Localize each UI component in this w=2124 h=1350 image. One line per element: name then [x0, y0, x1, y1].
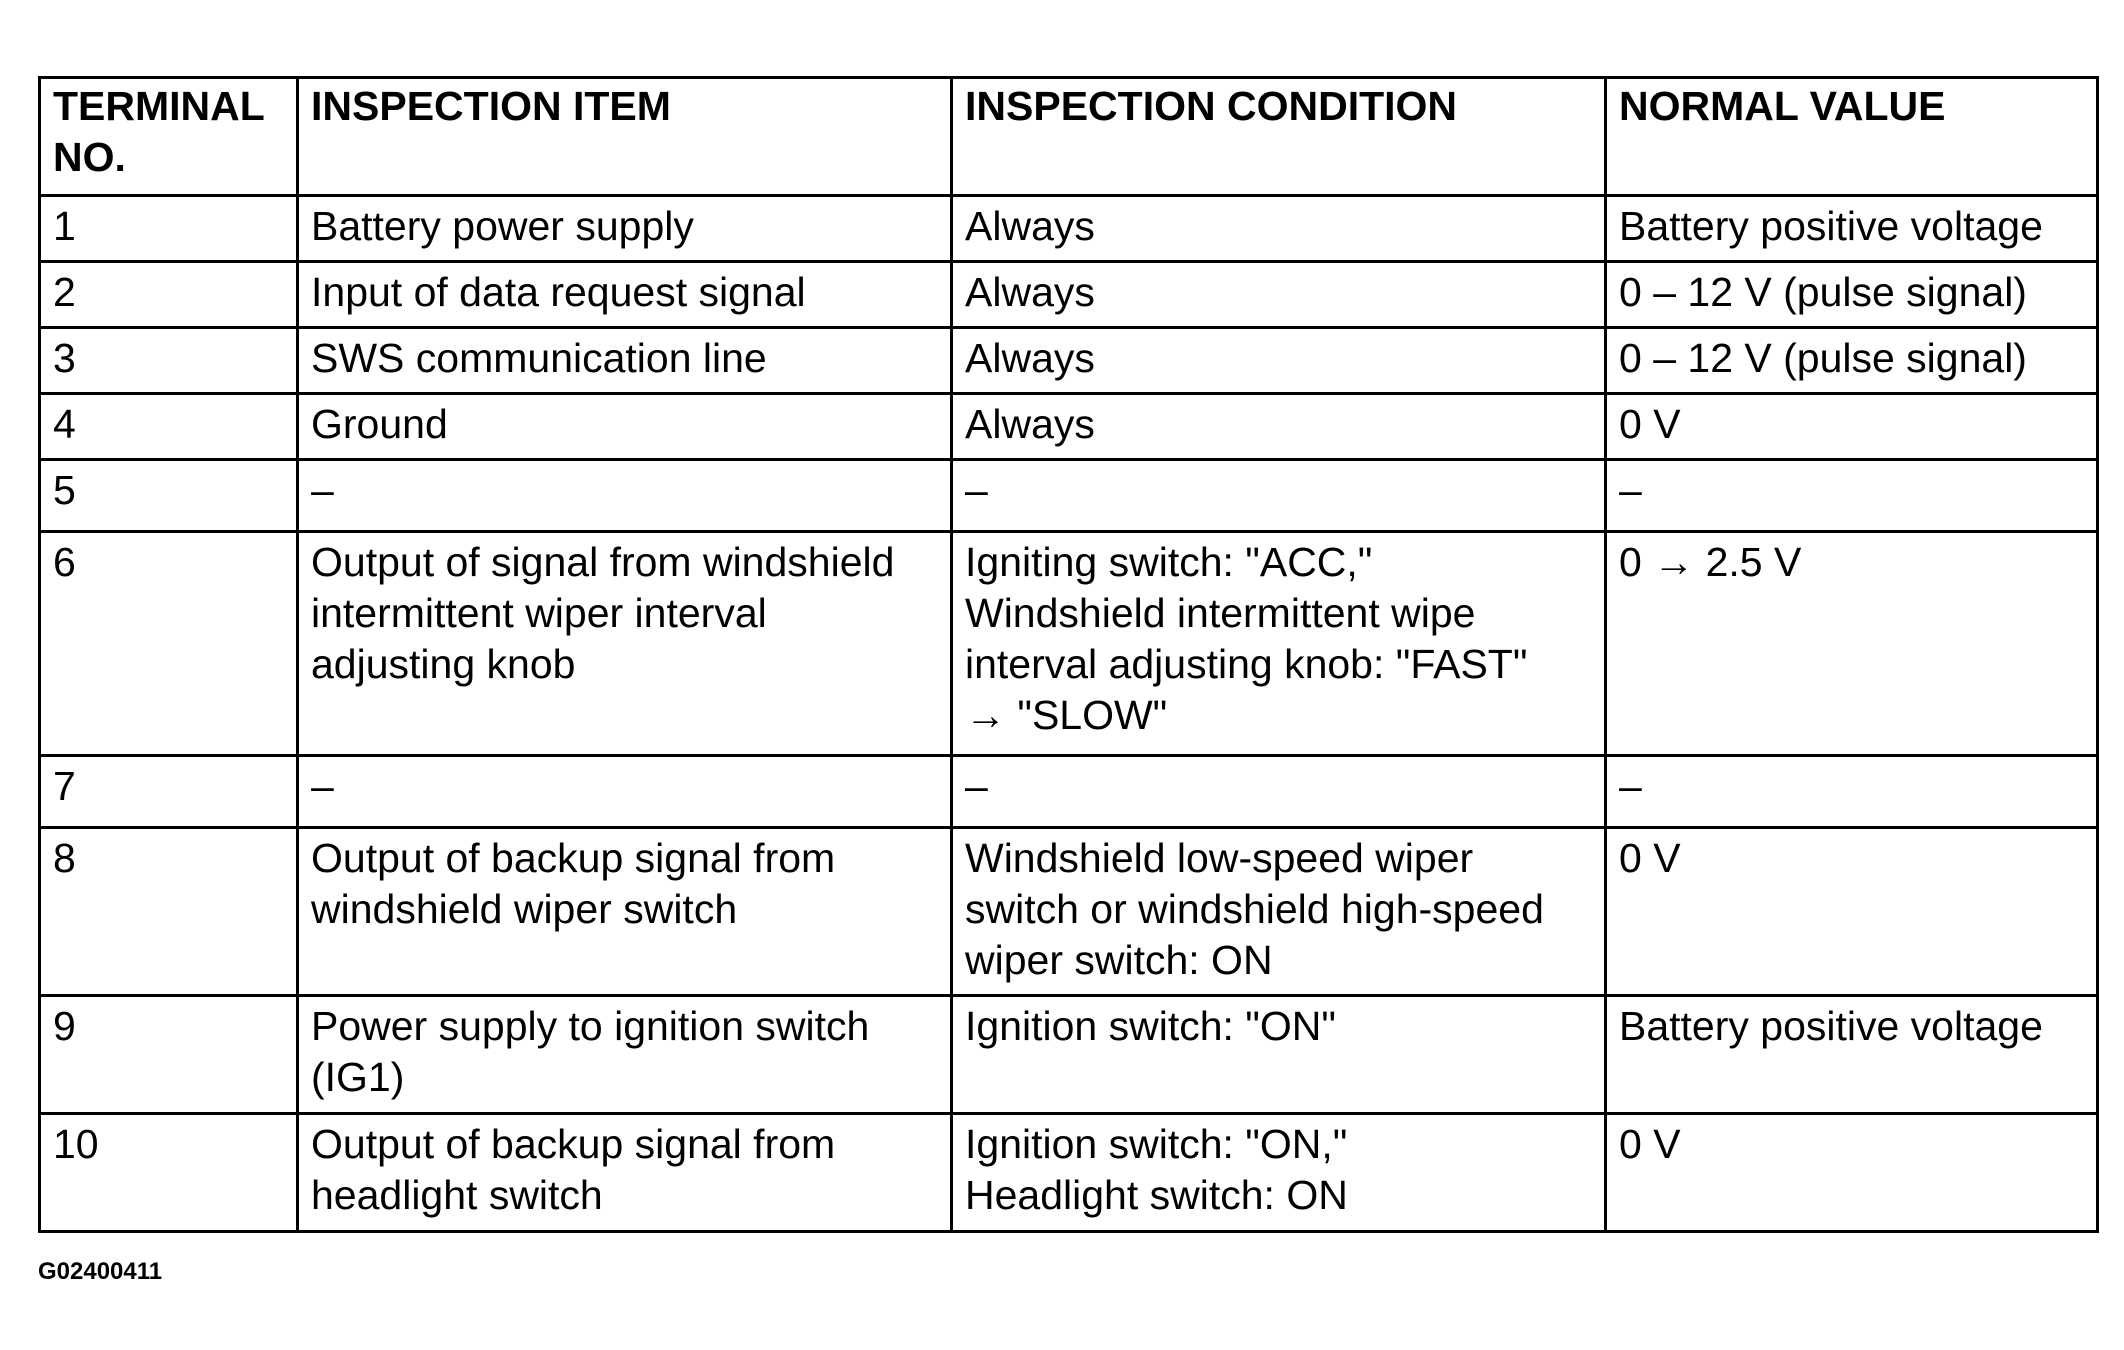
table-row	[40, 262, 2098, 328]
cell-terminal: 3	[40, 328, 298, 394]
cell-terminal: 6	[40, 532, 298, 756]
cell-condition: Ignition switch: "ON," Headlight switch: ON	[952, 1114, 1606, 1232]
cell-item: –	[298, 460, 952, 532]
cell-value: Battery positive voltage	[1606, 996, 2098, 1114]
cell-item: Battery power supply	[298, 196, 952, 262]
header-inspection-condition: INSPECTION CONDITION	[952, 78, 1606, 196]
cell-condition: Igniting switch: "ACC," Windshield intermittent wipe interval adjusting knob: "FAST" → "SLOW"	[952, 532, 1606, 756]
table-row	[40, 328, 2098, 394]
table-row	[40, 394, 2098, 460]
cell-value: 0 V	[1606, 1114, 2098, 1232]
figure-id: G02400411	[38, 1258, 163, 1285]
header-normal-value: NORMAL VALUE	[1606, 78, 2098, 196]
table-row	[40, 196, 2098, 262]
cell-terminal: 7	[40, 756, 298, 828]
cell-item: Output of backup signal from headlight switch	[298, 1114, 952, 1232]
table-row	[40, 460, 2098, 532]
cell-item: Ground	[298, 394, 952, 460]
cell-condition: Always	[952, 394, 1606, 460]
cell-terminal: 5	[40, 460, 298, 532]
table-row	[40, 828, 2098, 996]
cell-condition: Windshield low-speed wiper switch or windshield high-speed wiper switch: ON	[952, 828, 1606, 996]
table-row	[40, 532, 2098, 756]
table-body	[40, 196, 2098, 1232]
cell-condition: –	[952, 460, 1606, 532]
cell-value: 0 V	[1606, 394, 2098, 460]
cell-value: –	[1606, 460, 2098, 532]
cell-item: Input of data request signal	[298, 262, 952, 328]
cell-terminal: 1	[40, 196, 298, 262]
table-header-row	[40, 78, 2098, 196]
cell-terminal: 9	[40, 996, 298, 1114]
cell-condition: Always	[952, 262, 1606, 328]
header-terminal-no: TERMINAL NO.	[40, 78, 298, 196]
cell-item: –	[298, 756, 952, 828]
cell-terminal: 2	[40, 262, 298, 328]
cell-condition: Ignition switch: "ON"	[952, 996, 1606, 1114]
cell-condition: Always	[952, 328, 1606, 394]
cell-condition: –	[952, 756, 1606, 828]
header-inspection-item: INSPECTION ITEM	[298, 78, 952, 196]
cell-item: Output of backup signal from windshield wiper switch	[298, 828, 952, 996]
cell-value: 0 V	[1606, 828, 2098, 996]
cell-value: 0 – 12 V (pulse signal)	[1606, 262, 2098, 328]
cell-item: Power supply to ignition switch (IG1)	[298, 996, 952, 1114]
cell-value: 0 – 12 V (pulse signal)	[1606, 328, 2098, 394]
table-row	[40, 996, 2098, 1114]
cell-item: Output of signal from windshield intermittent wiper interval adjusting knob	[298, 532, 952, 756]
cell-value: –	[1606, 756, 2098, 828]
cell-condition: Always	[952, 196, 1606, 262]
cell-value: 0 → 2.5 V	[1606, 532, 2098, 756]
cell-terminal: 4	[40, 394, 298, 460]
cell-item: SWS communication line	[298, 328, 952, 394]
terminal-inspection-table	[38, 76, 2099, 1233]
cell-value: Battery positive voltage	[1606, 196, 2098, 262]
table-row	[40, 756, 2098, 828]
cell-terminal: 8	[40, 828, 298, 996]
cell-terminal: 10	[40, 1114, 298, 1232]
table-row	[40, 1114, 2098, 1232]
